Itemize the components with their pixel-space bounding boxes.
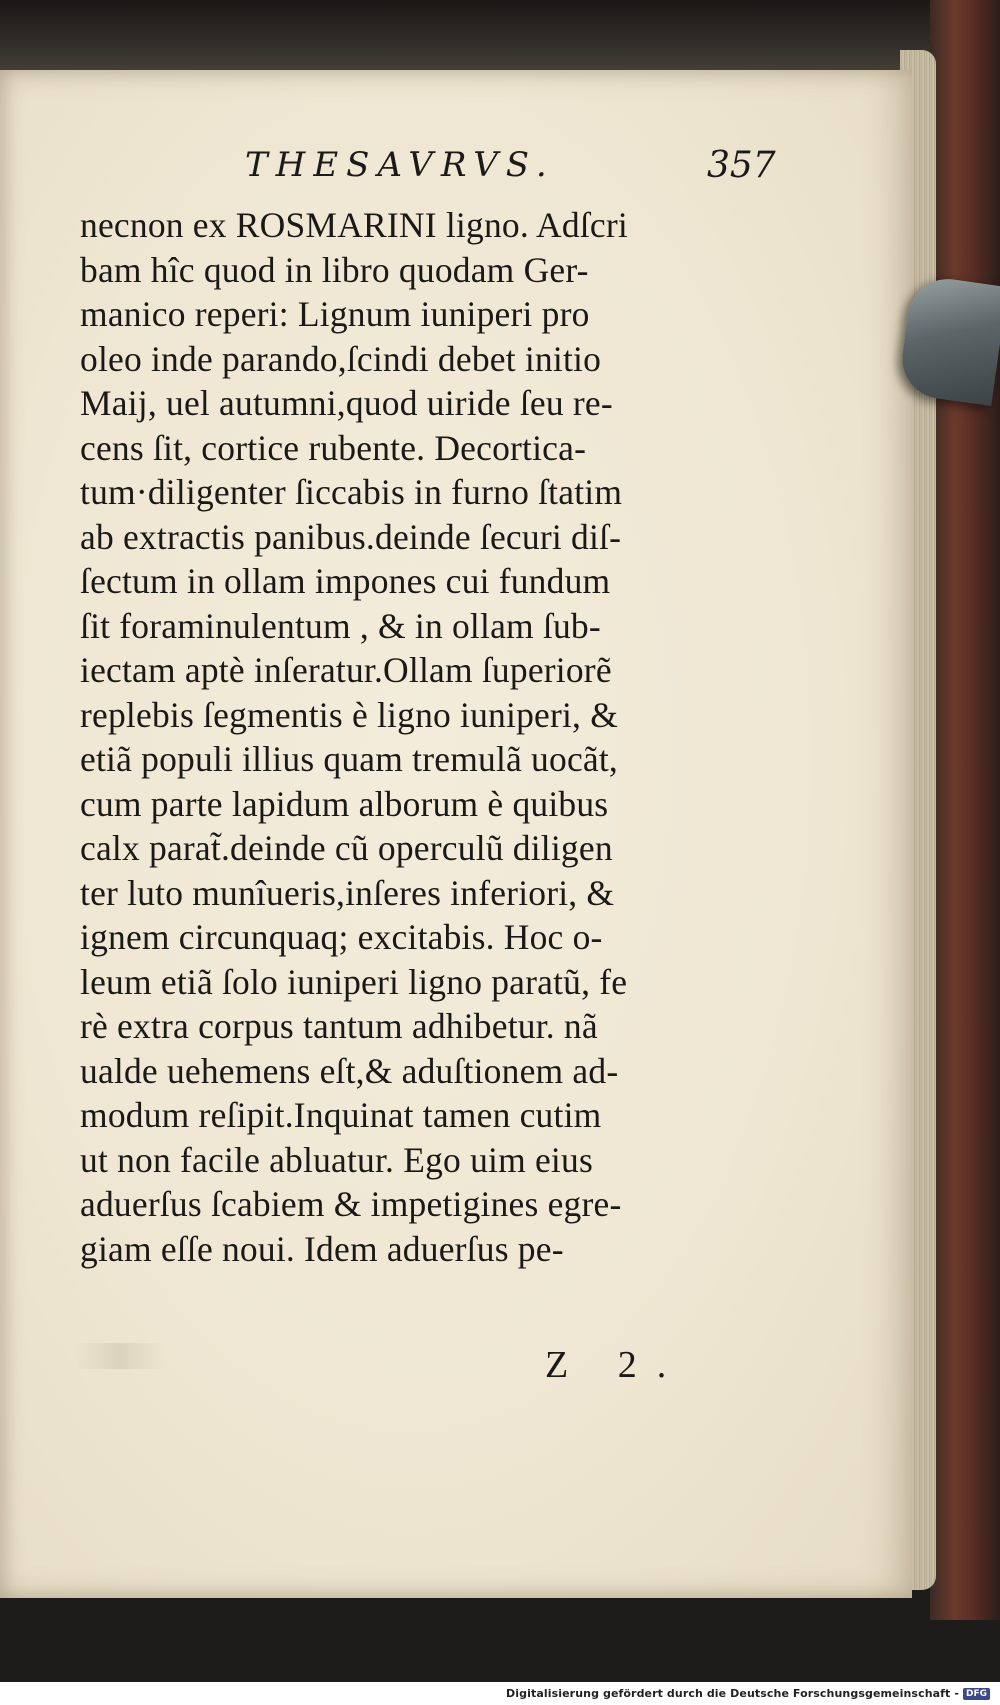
page-number: 357 — [707, 145, 776, 186]
text-line: giam eſſe noui. Idem aduerſus pe- — [80, 1228, 564, 1269]
bleed-through-mark — [75, 1343, 165, 1369]
text-line: iectam aptè inſeratur.Ollam ſuperiorẽ — [80, 650, 612, 690]
body-text — [80, 203, 780, 1271]
text-line: ter luto munîueris,inſeres inferiori, & — [80, 872, 615, 913]
dfg-logo-icon: DFG — [963, 1688, 990, 1700]
text-line: necnon ex ROSMARINI ligno. Adſcri — [80, 205, 628, 245]
text-line: calx parat̃.deinde cũ operculũ diligen — [80, 828, 613, 868]
text-line: cens ſit, cortice rubente. Decortica- — [80, 427, 587, 468]
text-line: ualde uehemens eſt,& aduſtionem ad- — [80, 1050, 619, 1091]
text-line: bam hîc quod in libro quodam Ger- — [80, 249, 589, 290]
credit-text: Digitalisierung gefördert durch die Deutsche Forschungsgemeinschaft - — [506, 1687, 959, 1700]
text-line: ignem circunquaq; excitabis. Hoc o- — [80, 917, 603, 957]
text-line: ſectum in ollam impones cui fundum — [80, 561, 611, 601]
text-line: etiã populi illius quam tremulã uocãt, — [80, 739, 619, 779]
text-line: replebis ſegmentis è ligno iuniperi, & — [80, 694, 619, 735]
text-line: tum·diligenter ſiccabis in furno ſtatim — [80, 472, 623, 512]
running-title: THESAVRVS. — [245, 145, 555, 185]
credit-bar — [0, 1682, 1000, 1705]
text-line: cum parte lapidum alborum è quibus — [80, 783, 609, 824]
book-cover-top — [0, 0, 1000, 80]
text-line: rè extra corpus tantum adhibetur. nã — [80, 1006, 598, 1046]
text-line: oleo inde parando,ſcindi debet initio — [80, 338, 602, 379]
text-line: ut non facile abluatur. Ego uim eius — [80, 1139, 593, 1180]
book-cover-right — [930, 0, 1000, 1620]
text-line: manico reperi: Lignum iuniperi pro — [80, 294, 590, 334]
text-line: Maij, uel autumni,quod uiride ſeu re- — [80, 383, 613, 423]
text-line: ab extractis panibus.deinde ſecuri diſ- — [80, 516, 622, 557]
text-line: ſit foraminulentum , & in ollam ſub- — [80, 605, 601, 646]
signature-mark: Z 2. — [545, 1344, 687, 1386]
text-line: aduerſus ſcabiem & impetigines egre- — [80, 1184, 622, 1224]
text-line: leum etiã ſolo iuniperi ligno paratũ, fe — [80, 961, 628, 1002]
text-line: modum reſipit.Inquinat tamen cutim — [80, 1095, 602, 1135]
